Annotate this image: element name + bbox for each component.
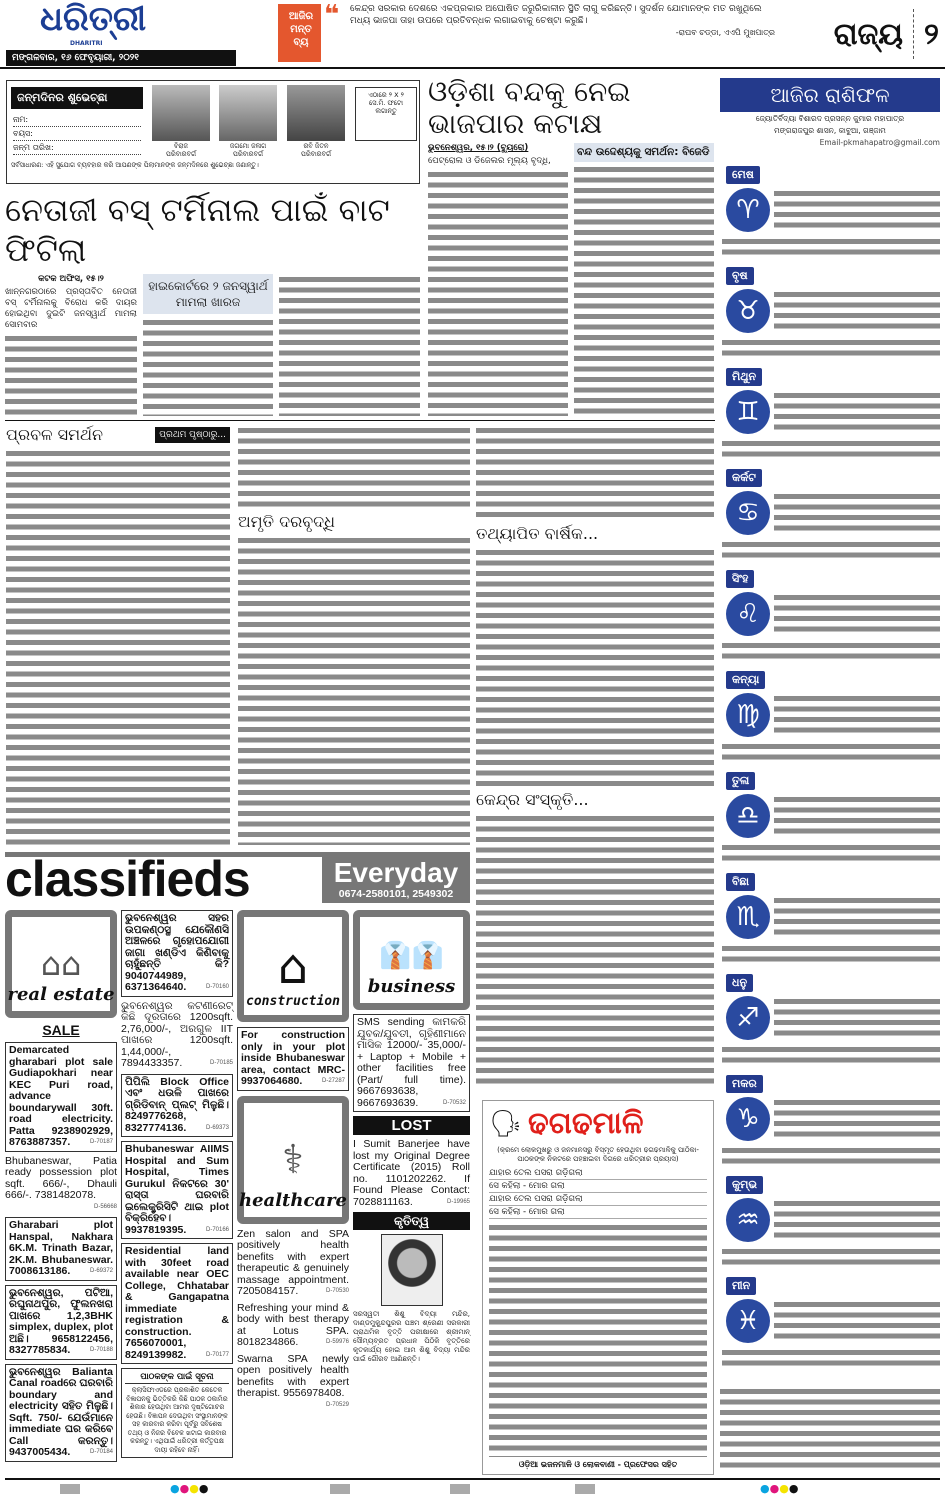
story5-body bbox=[476, 547, 714, 787]
sign-name: ସିଂହ bbox=[726, 570, 754, 588]
story5-body-top bbox=[476, 425, 714, 521]
classified-ad[interactable]: Refreshing your mind & body with best therapy at Lotus SPA. 8018234866. D-59976 bbox=[237, 1301, 349, 1348]
rashifal-sign-scales bbox=[722, 772, 940, 870]
rashifal-footer-text bbox=[720, 1386, 940, 1470]
business-tile: 👔👔 business bbox=[353, 910, 470, 1010]
achiever-text: ସରସ୍ୱତୀ ଶିଶୁ ବିଦ୍ୟା ମନ୍ଦିର, ଦାଣ୍ଡମୁକୁନ୍ଦପୁରର ପଞ୍ଚମ ଶ୍ରେଣୀ ସରକାରୀ ପ୍ରାଥମିକ ବୃତ୍ତି ପରୀକ୍ଷାରେ ଶ୍ରୀମାନ୍ ସୌମ୍ୟବ୍ରତ ପ୍ରଧାନ ପିଠିକି ବୃତ୍ତିରେ କୃତକାର୍ଯ୍ୟ ହୋଇ ଆମ ଶିଶୁ ବିଦ୍ୟା ମନ୍ଦିର ପାଇଁ ଗୌରବ ଆଣିଛନ୍ତି। bbox=[353, 1310, 470, 1363]
story2-body bbox=[5, 333, 137, 416]
classifieds-tag-box bbox=[322, 857, 470, 903]
sign-forecast bbox=[774, 188, 940, 232]
page-number: ୨ bbox=[924, 16, 939, 52]
story3-body bbox=[6, 448, 230, 845]
sign-forecast bbox=[774, 1299, 940, 1343]
rashifal-sign-goat bbox=[722, 1075, 940, 1173]
sign-forecast-cont bbox=[722, 1347, 940, 1371]
birthday-note: ସର୍ବସାଧାରଣ: ଏହି ସୁଯୋଗ ବ୍ୟବହାର କରି ଆପଣଙ୍କ ପିଲାମାନଙ୍କ ଜନ୍ମଦିନରେ ଶୁଭେଚ୍ଛା ଜଣାନ୍ତୁ। bbox=[11, 161, 259, 169]
classified-ad[interactable]: Zen salon and SPA positively health benefits with expert therapeutic & genuinely massage appointment. 7205084157. D-70530 bbox=[237, 1227, 349, 1297]
scorpion-icon: ♏ bbox=[726, 895, 770, 939]
dhagadhamali-subtitle: (କ୍ରମେ ଲୋକମୁଖରୁ ଓ ଜନମାନସରୁ ବିସ୍ମୃତ ହେଉଥିବା ଢଗଢମାଳିକୁ ପାଠିକା-ପାଠକଙ୍କ ନିକଟରେ ପହଞ୍ଚାଇବା ଦିଗରେ ଧରିତ୍ରୀର ପ୍ରୟାସ) bbox=[497, 1146, 699, 1163]
quote-author: -ରାଘବ ଚଡ୍ଡା, ଏଏପି ମୁଖପାତ୍ର bbox=[675, 28, 775, 37]
story3-kicker: ପ୍ରଥମ ପୃଷ୍ଠାରୁ... bbox=[155, 427, 230, 443]
virgin-icon: ♍ bbox=[726, 693, 770, 737]
classified-ad[interactable]: ଭୁବନେଶ୍ୱର କଟଣୀରେଟ୍ କିଛି ଦୂରତାରେ 1200sqft. 2,76,000/-, ଅରଗୁଳ IIT ପାଖରେ 1200sqft. 1,44,000/-, 7894433357. D-70185 bbox=[121, 999, 233, 1069]
sign-name: ତୁଳା bbox=[726, 772, 755, 790]
achievement-heading: କୃତିତ୍ୱ bbox=[353, 1212, 470, 1230]
sign-forecast-cont bbox=[722, 943, 940, 967]
rashifal-header bbox=[720, 78, 940, 148]
goat-icon: ♑ bbox=[726, 1097, 770, 1141]
classified-ad[interactable]: ପିପିଲି Block Office ଏବଂ ଧଉଳି ପାଖରେ ଗ୍ରିଡିବାନ୍ ପ୍ଲଟ୍ ମିଳୁଛି। 8249776268, 8327774136. D-69373 bbox=[121, 1074, 233, 1138]
story2-headline: ନେତାଜୀ ବସ୍ ଟର୍ମିନାଲ ପାଇଁ ବାଟ ଫିଟିଲା bbox=[5, 191, 390, 269]
kid-photo-2 bbox=[219, 85, 277, 141]
rashifal-sign-twins bbox=[722, 368, 940, 466]
reader-notice bbox=[121, 1368, 233, 1458]
story4-body-top bbox=[238, 425, 470, 509]
sign-forecast bbox=[774, 1198, 940, 1242]
classified-ad[interactable]: Demarcated gharabari plot sale Gudiapokhari near KEC Puri road, advance boundarywall 30ft. road electricity. Patta 9238902929, 8763887357. D-70187 bbox=[5, 1042, 117, 1152]
classifieds-tag: Everyday bbox=[333, 857, 459, 888]
sign-name: ଧନୁ bbox=[726, 974, 753, 992]
section-header bbox=[834, 6, 939, 62]
kid-caption: ବିରାଜ ପରିବାରବର୍ଗ bbox=[165, 142, 197, 158]
house-roof-icon: ⌂ bbox=[277, 939, 309, 995]
story4 bbox=[238, 425, 470, 845]
name-field[interactable]: ନାମ: bbox=[13, 113, 141, 127]
kid-photo-1 bbox=[152, 85, 210, 141]
sign-forecast bbox=[774, 794, 940, 838]
story1-body-2 bbox=[574, 164, 714, 416]
reader-notice-text: କ୍ଲାସିଫାଏଡରେ ପ୍ରକାଶିତ କେତେକ ବିଜ୍ଞାପନକୁ ଭିତ୍ତିକରି କିଛି ପାଠକ ଠକାମିର ଶିକାର ହେଉଥିବା ଆମର ଦୃଷ୍ଟିଗୋଚର ହେଉଛି। ବିଜ୍ଞାପନ ଦେଉଥିବା ସଂସ୍ଥାମାନଙ୍କ ସହ କାରବାର କରିବା ପୂର୍ବରୁ ସବିଶେଷ ତଥ୍ୟ ଓ ନିଜର ବିବେକ ଖଟାଇ କାରବାର କରନ୍ତୁ। ଏଥିପାଇଁ ଧରିତ୍ରୀ କର୍ତ୍ତୃପକ୍ଷ ଦାୟୀ ରହିବେ ନାହିଁ। bbox=[126, 1386, 228, 1454]
rashifal-sign-bull bbox=[722, 267, 940, 365]
story2 bbox=[5, 190, 420, 416]
rashifal-sign-scorpion bbox=[722, 873, 940, 971]
date-bar: ମଙ୍ଗଳବାର, ୧୬ ଫେବୃୟାରୀ, ୨୦୨୧ bbox=[6, 50, 236, 66]
crab-icon: ♋ bbox=[726, 491, 770, 535]
real-estate-tile: ⌂⌂ real estate bbox=[5, 910, 117, 1018]
rashifal-sign-archer bbox=[722, 974, 940, 1072]
sign-forecast-cont bbox=[722, 842, 940, 866]
quote-icon: ❝ bbox=[324, 0, 340, 30]
dob-field[interactable]: ଜନ୍ମ ତାରିଖ: bbox=[13, 141, 141, 155]
birthday-box bbox=[6, 80, 420, 184]
story2-subhead: ହାଇକୋର୍ଟରେ ୨ ଜନସ୍ୱାର୍ଥ ମାମଲା ଖାରଜ bbox=[143, 274, 273, 314]
dhagadhamali-lines: ଯାହାର ତେଲ ପସରା ଗଡ଼ିଗଲା ସେ କହିଲା - ମୋର ଗଲା ଯାହାର ତେଲ ପସରା ଗଡ଼ିଗଲା ସେ କହିଲା - ମୋର ଗଲା bbox=[489, 1167, 707, 1219]
twins-icon: ♊ bbox=[726, 390, 770, 434]
story4-headline: ଅମୃତି ଦରବୃଦ୍ଧି bbox=[238, 512, 335, 531]
stethoscope-icon: ⚕ bbox=[282, 1136, 304, 1183]
sign-forecast bbox=[774, 390, 940, 434]
rashifal-sign-ram bbox=[722, 166, 940, 264]
fish-icon: ♓ bbox=[726, 1299, 770, 1343]
lost-heading: LOST bbox=[353, 1116, 470, 1135]
sign-name: ବିଛା bbox=[726, 873, 755, 891]
sale-heading: SALE bbox=[42, 1022, 80, 1038]
dhagadhamali-title: ଢଗଢମାଳି bbox=[528, 1106, 644, 1141]
masthead bbox=[0, 0, 945, 72]
rashifal-author: ଜ୍ୟୋତିର୍ବିଦ୍ୟା ବିଶାରଦ ପ୍ରସନ୍ନ କୁମାର ମହାପାତ୍ର bbox=[755, 114, 905, 123]
pot-icon: ♒ bbox=[726, 1198, 770, 1242]
sign-forecast-cont bbox=[722, 640, 940, 664]
classified-ad[interactable]: Gharabari plot Hanspal, Nakhara 6K.M. Trinath Bazar, 2K.M. Bhubaneswar. 7008613186. D-69372 bbox=[5, 1217, 117, 1281]
classified-ad[interactable]: SMS sending କାମକରି ଯୁବକ/ଯୁବତୀ, ଗୃହିଣୀମାନେ ମାସିକ 12000/- 35,000/- + Laptop + Mobile + other facilities free (Part/ full time). 9667693638, 9667693639. D-70532 bbox=[353, 1014, 470, 1112]
story2-body-2 bbox=[143, 317, 273, 416]
sign-forecast-cont bbox=[722, 1145, 940, 1169]
story1-headline: ଓଡ଼ିଶା ବନ୍ଦକୁ ନେଇ ଭାଜପାର କଟାକ୍ଷ bbox=[428, 75, 631, 140]
story2-lead: ଖାନ୍‌ନଗରଠାରେ ପ୍ରସ୍ତାବିତ ନେତାଜୀ ବସ୍ ଟର୍ମିନାଲକୁ ବିରୋଧ କରି ଦାୟର ହୋଇଥିବା ଦୁଇଟି ଜନସ୍ୱାର୍ଥ ମାମଲା ସୋମବାର bbox=[5, 287, 137, 330]
rashifal-sign-pot bbox=[722, 1176, 940, 1274]
sign-forecast-cont bbox=[722, 539, 940, 563]
classified-ad[interactable]: Bhubaneswar, Patia ready possession plot sqft. 666/-, Dhauli 666/-. 7381482078. D-56668 bbox=[5, 1154, 117, 1210]
rashifal-email: Email-pkmahapatro@gmail.com bbox=[819, 138, 940, 147]
sign-name: ବୃଷ bbox=[726, 267, 754, 285]
kid-caption: ରବି ଜିତନ ପରିବାରବର୍ଗ bbox=[300, 142, 332, 158]
ram-icon: ♈ bbox=[726, 188, 770, 232]
logo-en: DHARITRI bbox=[70, 40, 103, 47]
birthday-form bbox=[13, 113, 141, 155]
story1-subhead: ବନ୍ଦ ଉଦ୍ଦେଶ୍ୟକୁ ସମର୍ଥନ: ବିଜେଡି bbox=[574, 143, 714, 162]
classified-ad[interactable]: ଭୁବନେଶ୍ୱର, ପଟିଆ, ରଘୁନାଥପୁର, ଫୁଲନଖରା ପାଖରେ 1,2,3BHK simplex, duplex, plot ଅଛି। 9658122456, 8327785834. D-70188 bbox=[5, 1285, 117, 1360]
sign-forecast-cont bbox=[722, 337, 940, 361]
sign-name: କର୍କଟ bbox=[726, 469, 762, 487]
sign-forecast bbox=[774, 491, 940, 535]
section-name: ରାଜ୍ୟ bbox=[833, 16, 904, 52]
dhagadhamali-body bbox=[489, 1222, 707, 1457]
sign-forecast-cont bbox=[722, 438, 940, 462]
rashifal-place: ମଙ୍ଗରାଜପୁର ଶାସନ, କାବୁଆ, ଗଞ୍ଜାମ bbox=[774, 126, 886, 135]
rashifal-sign-fish bbox=[722, 1277, 940, 1375]
classifieds-title: classifieds bbox=[5, 851, 250, 907]
achiever-photo bbox=[381, 1234, 443, 1306]
classified-ad[interactable]: For construction only in your plot inside Bhubaneswar area, contact MRC-9937064680. D-27287 bbox=[237, 1027, 349, 1091]
construction-tile: ⌂ construction bbox=[237, 910, 349, 1022]
sign-forecast bbox=[774, 1097, 940, 1141]
story3 bbox=[6, 425, 230, 845]
photo-placeholder[interactable]: ଏଠାରେ ୨ X ୨ ସେ.ମି. ଫଟୋ ଲଗାନ୍ତୁ bbox=[355, 87, 417, 141]
story1-lead: ପେଟ୍ରୋଲ ଓ ଡିଜେଲର ମୂଲ୍ୟ ବୃଦ୍ଧି, bbox=[428, 156, 551, 166]
healthcare-tile: ⚕ healthcare bbox=[237, 1096, 349, 1224]
story1-dateline: ଭୁବନେଶ୍ୱର, ୧୫।୨ (ବ୍ୟୁରୋ) bbox=[428, 143, 529, 153]
sign-name: ମୀନ bbox=[726, 1277, 756, 1295]
sign-name: ମିଥୁନ bbox=[726, 368, 762, 386]
logo: ଧରିତ୍ରୀ bbox=[40, 0, 147, 39]
kid-photo-3 bbox=[287, 85, 345, 141]
sign-name: ମକର bbox=[726, 1075, 763, 1093]
sign-forecast-cont bbox=[722, 236, 940, 260]
cartoon-faces-icon: 🗣 bbox=[489, 1109, 523, 1139]
story5 bbox=[476, 425, 714, 1085]
rashifal-sign-lion bbox=[722, 570, 940, 668]
story2-dateline: କଟକ ଅଫିସ, ୧୫।୨ bbox=[38, 274, 104, 284]
quote-text: କେନ୍ଦ୍ର ସରକାର ଦେଶରେ ଏକପ୍ରକାର ଅଘୋଷିତ ଜରୁରିକାଳୀନ ସ୍ଥିତି ଲାଗୁ କରିଛନ୍ତି। ସୁଦର୍ଶନ ଯୋମାନଙ୍କ ମତ ରଖୁଥିଲେ ମଧ୍ୟ ଭାଜପା ତାହା ଉପରେ ପ୍ରତିବନ୍ଧକ ଲଗାଇବାକୁ ଚେଷ୍ଟା କରୁଛି। bbox=[350, 4, 762, 26]
rashifal-sign-crab bbox=[722, 469, 940, 567]
story6-headline: କେନ୍ଦ୍ର ସଂସ୍କୃତି... bbox=[476, 790, 589, 809]
birthday-title: ଜନ୍ମଦିନର ଶୁଭେଚ୍ଛା bbox=[11, 87, 143, 109]
story4-body bbox=[238, 535, 470, 845]
story3-headline: ପ୍ରବଳ ସମର୍ଥନ bbox=[6, 425, 104, 444]
sign-forecast bbox=[774, 693, 940, 737]
scales-icon: ♎ bbox=[726, 794, 770, 838]
dhagadhamali-box bbox=[482, 1100, 714, 1475]
story1-body bbox=[428, 169, 568, 416]
bull-icon: ♉ bbox=[726, 289, 770, 333]
quote-label: ଆଜିର ମନ୍ତବ୍ୟ bbox=[281, 4, 321, 62]
sign-forecast-cont bbox=[722, 1246, 940, 1270]
classifieds-phone: 0674-2580101, 2549302 bbox=[338, 888, 454, 900]
story2-body-3 bbox=[279, 274, 420, 416]
rashifal-title: ଆଜିର ରାଶିଫଳ bbox=[720, 78, 940, 112]
sign-name: ମେଷ bbox=[726, 166, 760, 184]
sign-forecast bbox=[774, 289, 940, 333]
sign-forecast bbox=[774, 996, 940, 1040]
story1 bbox=[428, 76, 714, 416]
story6-body bbox=[476, 813, 714, 1085]
classified-ad[interactable]: Bhubaneswar AIIMS Hospital and Sum Hospital, Times Gurukul ନିକଟରେ 30' ରାସ୍ତା ଘରବାରି ଇଲେକ୍ଟ୍ରିସିଟି ଥାଇ plot ବିକ୍ରିହେବ। 9937819395. D-70166 bbox=[121, 1141, 233, 1239]
kid-caption: ଜଗମୋ ଜଳାଗ ପରିବାରବର୍ଗ bbox=[229, 142, 267, 158]
classified-ad[interactable]: I Sumit Banerjee have lost my Original Degree Certificate (2015) Roll no. 1101202262. If Found Please Contact: 7028811163. D-19965 bbox=[353, 1138, 470, 1208]
classified-ad[interactable]: ଭୁବନେଶ୍ୱର Balianta Canal roadରେ ଘରବାରି boundary and electricity ସହିତ ମିଳୁଛି। Sqft. 750/- ଯେଉଁମାନେ immediate ଘର କରିବେ Call କରନ୍ତୁ। 9437005434. D-70184 bbox=[5, 1364, 117, 1462]
archer-icon: ♐ bbox=[726, 996, 770, 1040]
houses-icon: ⌂⌂ bbox=[40, 945, 82, 983]
classified-ad[interactable]: ଭୁବନେଶ୍ୱର ସହର ଉପକଣ୍ଠସ୍ଥ ଯେକୌଣସି ଅଞ୍ଚଳରେ ଗୃହୋପଯୋଗୀ ଜାଗା ଖଣ୍ଡିଏ କିଣିବାକୁ ଚାହୁଁଛନ୍ତି କି? 9040744989, 6371364640. D-70160 bbox=[121, 910, 233, 997]
classified-ad[interactable]: Swarna SPA newly open positively health benefits with expert therapist. 9556978408. D-70529 bbox=[237, 1352, 349, 1408]
rashifal-sign-virgin bbox=[722, 671, 940, 769]
reader-notice-title: ପାଠକଙ୍କ ପାଇଁ ସୂଚନା bbox=[125, 1372, 229, 1384]
story5-headline: ତଥ୍ୟାପିତ ବାର୍ଷିକ... bbox=[476, 524, 599, 543]
business-people-icon: 👔👔 bbox=[379, 941, 444, 971]
age-field[interactable]: ବୟସ: bbox=[13, 127, 141, 141]
registration-marks: ●●●● ●●●● bbox=[0, 1484, 945, 1496]
sign-name: କୁମ୍ଭ bbox=[726, 1176, 763, 1194]
sign-forecast-cont bbox=[722, 741, 940, 765]
dhagadhamali-footer: ଓଡ଼ିଆ ଭଜନମାଳି ଓ ଲୋକବାଣୀ - ପ୍ରଫେସର ସହିତ bbox=[518, 1460, 678, 1469]
sign-forecast bbox=[774, 592, 940, 636]
sign-name: କନ୍ୟା bbox=[726, 671, 765, 689]
sign-forecast-cont bbox=[722, 1044, 940, 1068]
lion-icon: ♌ bbox=[726, 592, 770, 636]
classified-ad[interactable]: Residential land with 30feet road available near OEC College, Chhatabar & Gangapatna immediate registration & construction. 7656070001, 8249139982. D-70177 bbox=[121, 1243, 233, 1364]
sign-forecast bbox=[774, 895, 940, 939]
